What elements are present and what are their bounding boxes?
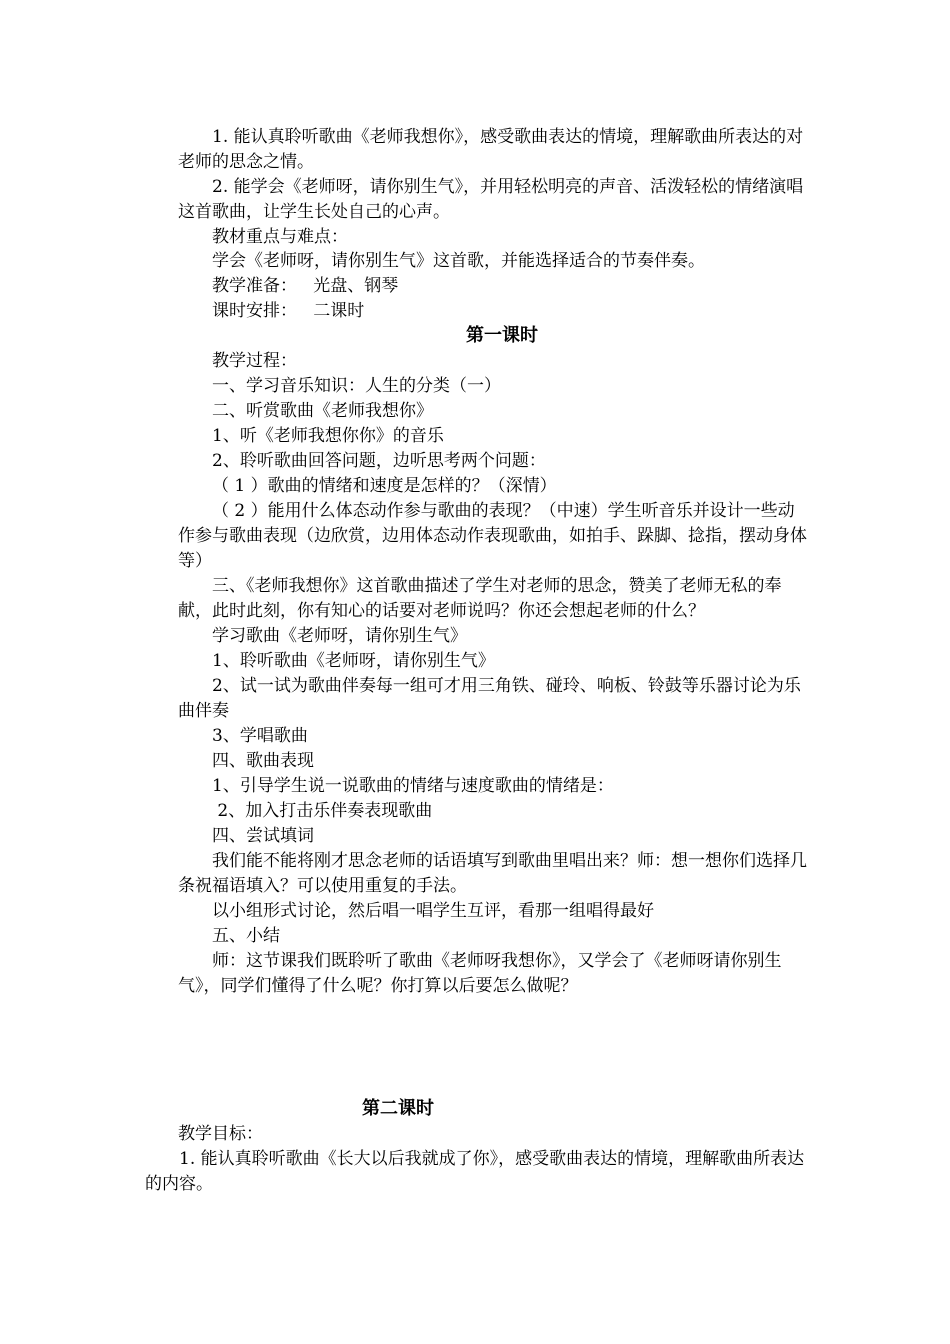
step-one: 一、学习音乐知识：人生的分类（一） — [212, 376, 501, 396]
step-two: 二、听赏歌曲《老师我想你》 — [212, 401, 433, 421]
learn-step-2: 2、试一试为歌曲伴奏每一组可才用三角铁、碰玲、响板、铃鼓等乐器讨论为乐曲伴奏 — [178, 676, 801, 721]
lesson-1-title: 第一课时 — [466, 325, 538, 346]
learn-step-1: 1、聆听歌曲《老师呀，请你别生气》 — [212, 651, 495, 671]
prep-line: 教学准备： 光盘、钢琴 — [212, 276, 399, 296]
step-fill-lyrics: 四、尝试填词 — [212, 826, 314, 846]
learn-step-3: 3、学唱歌曲 — [212, 726, 308, 746]
summary-text: 师：这节课我们既聆听了歌曲《老师呀我想你》，又学会了《老师呀请你别生气》，同学们懂得了什么呢？你打算以后要怎么做呢？ — [178, 951, 782, 996]
lesson-2-goal-1: 1. 能认真聆听歌曲《长大以后我就成了你》，感受歌曲表达的情境，理解歌曲所表达的内容。 — [145, 1149, 805, 1194]
focus-label: 教材重点与难点： — [212, 227, 348, 247]
lesson-2-title: 第二课时 — [362, 1098, 434, 1119]
learn-song: 学习歌曲《老师呀，请你别生气》 — [212, 626, 467, 646]
step-two-2: 2、聆听歌曲回答问题，边听思考两个问题： — [212, 451, 546, 471]
question-2: （ 2 ）能用什么体态动作参与歌曲的表现？（中速）学生听音乐并设计一些动作参与歌曲表现（边欣赏，边用体态动作表现歌曲，如拍手、跺脚、捻指，摆动身体等） — [178, 501, 807, 571]
step-four: 四、歌曲表现 — [212, 751, 314, 771]
step-four-1: 1、引导学生说一说歌曲的情绪与速度歌曲的情绪是： — [212, 776, 614, 796]
group-discussion: 以小组形式讨论，然后唱一唱学生互评，看那一组唱得最好 — [212, 901, 654, 921]
process-label: 教学过程： — [212, 351, 297, 371]
step-three: 三、《老师我想你》这首歌曲描述了学生对老师的思念，赞美了老师无私的奉献，此时此刻，你有知心的话要对老师说吗？你还会想起老师的什么？ — [178, 576, 782, 621]
goal-paragraph-2: 2. 能学会《老师呀，请你别生气》，并用轻松明亮的声音、活泼轻松的情绪演唱这首歌曲，让学生长处自己的心声。 — [178, 177, 804, 222]
step-four-2: 2、加入打击乐伴奏表现歌曲 — [212, 801, 433, 821]
schedule-line: 课时安排： 二课时 — [212, 301, 365, 321]
step-two-1: 1、听《老师我想你你》的音乐 — [212, 426, 444, 446]
focus-text: 学会《老师呀，请你别生气》这首歌，并能选择适合的节奏伴奏。 — [212, 251, 705, 271]
fill-lyrics-text: 我们能不能将刚才思念老师的话语填写到歌曲里唱出来？师：想一想你们选择几条祝福语填入？可以使用重复的手法。 — [178, 851, 807, 896]
lesson-2-goal-label: 教学目标： — [178, 1124, 263, 1144]
step-five: 五、小结 — [212, 926, 280, 946]
question-1: （ 1 ）歌曲的情绪和速度是怎样的？（深情） — [212, 476, 557, 496]
goal-paragraph-1: 1. 能认真聆听歌曲《老师我想你》，感受歌曲表达的情境，理解歌曲所表达的对老师的思念之情。 — [178, 127, 804, 172]
